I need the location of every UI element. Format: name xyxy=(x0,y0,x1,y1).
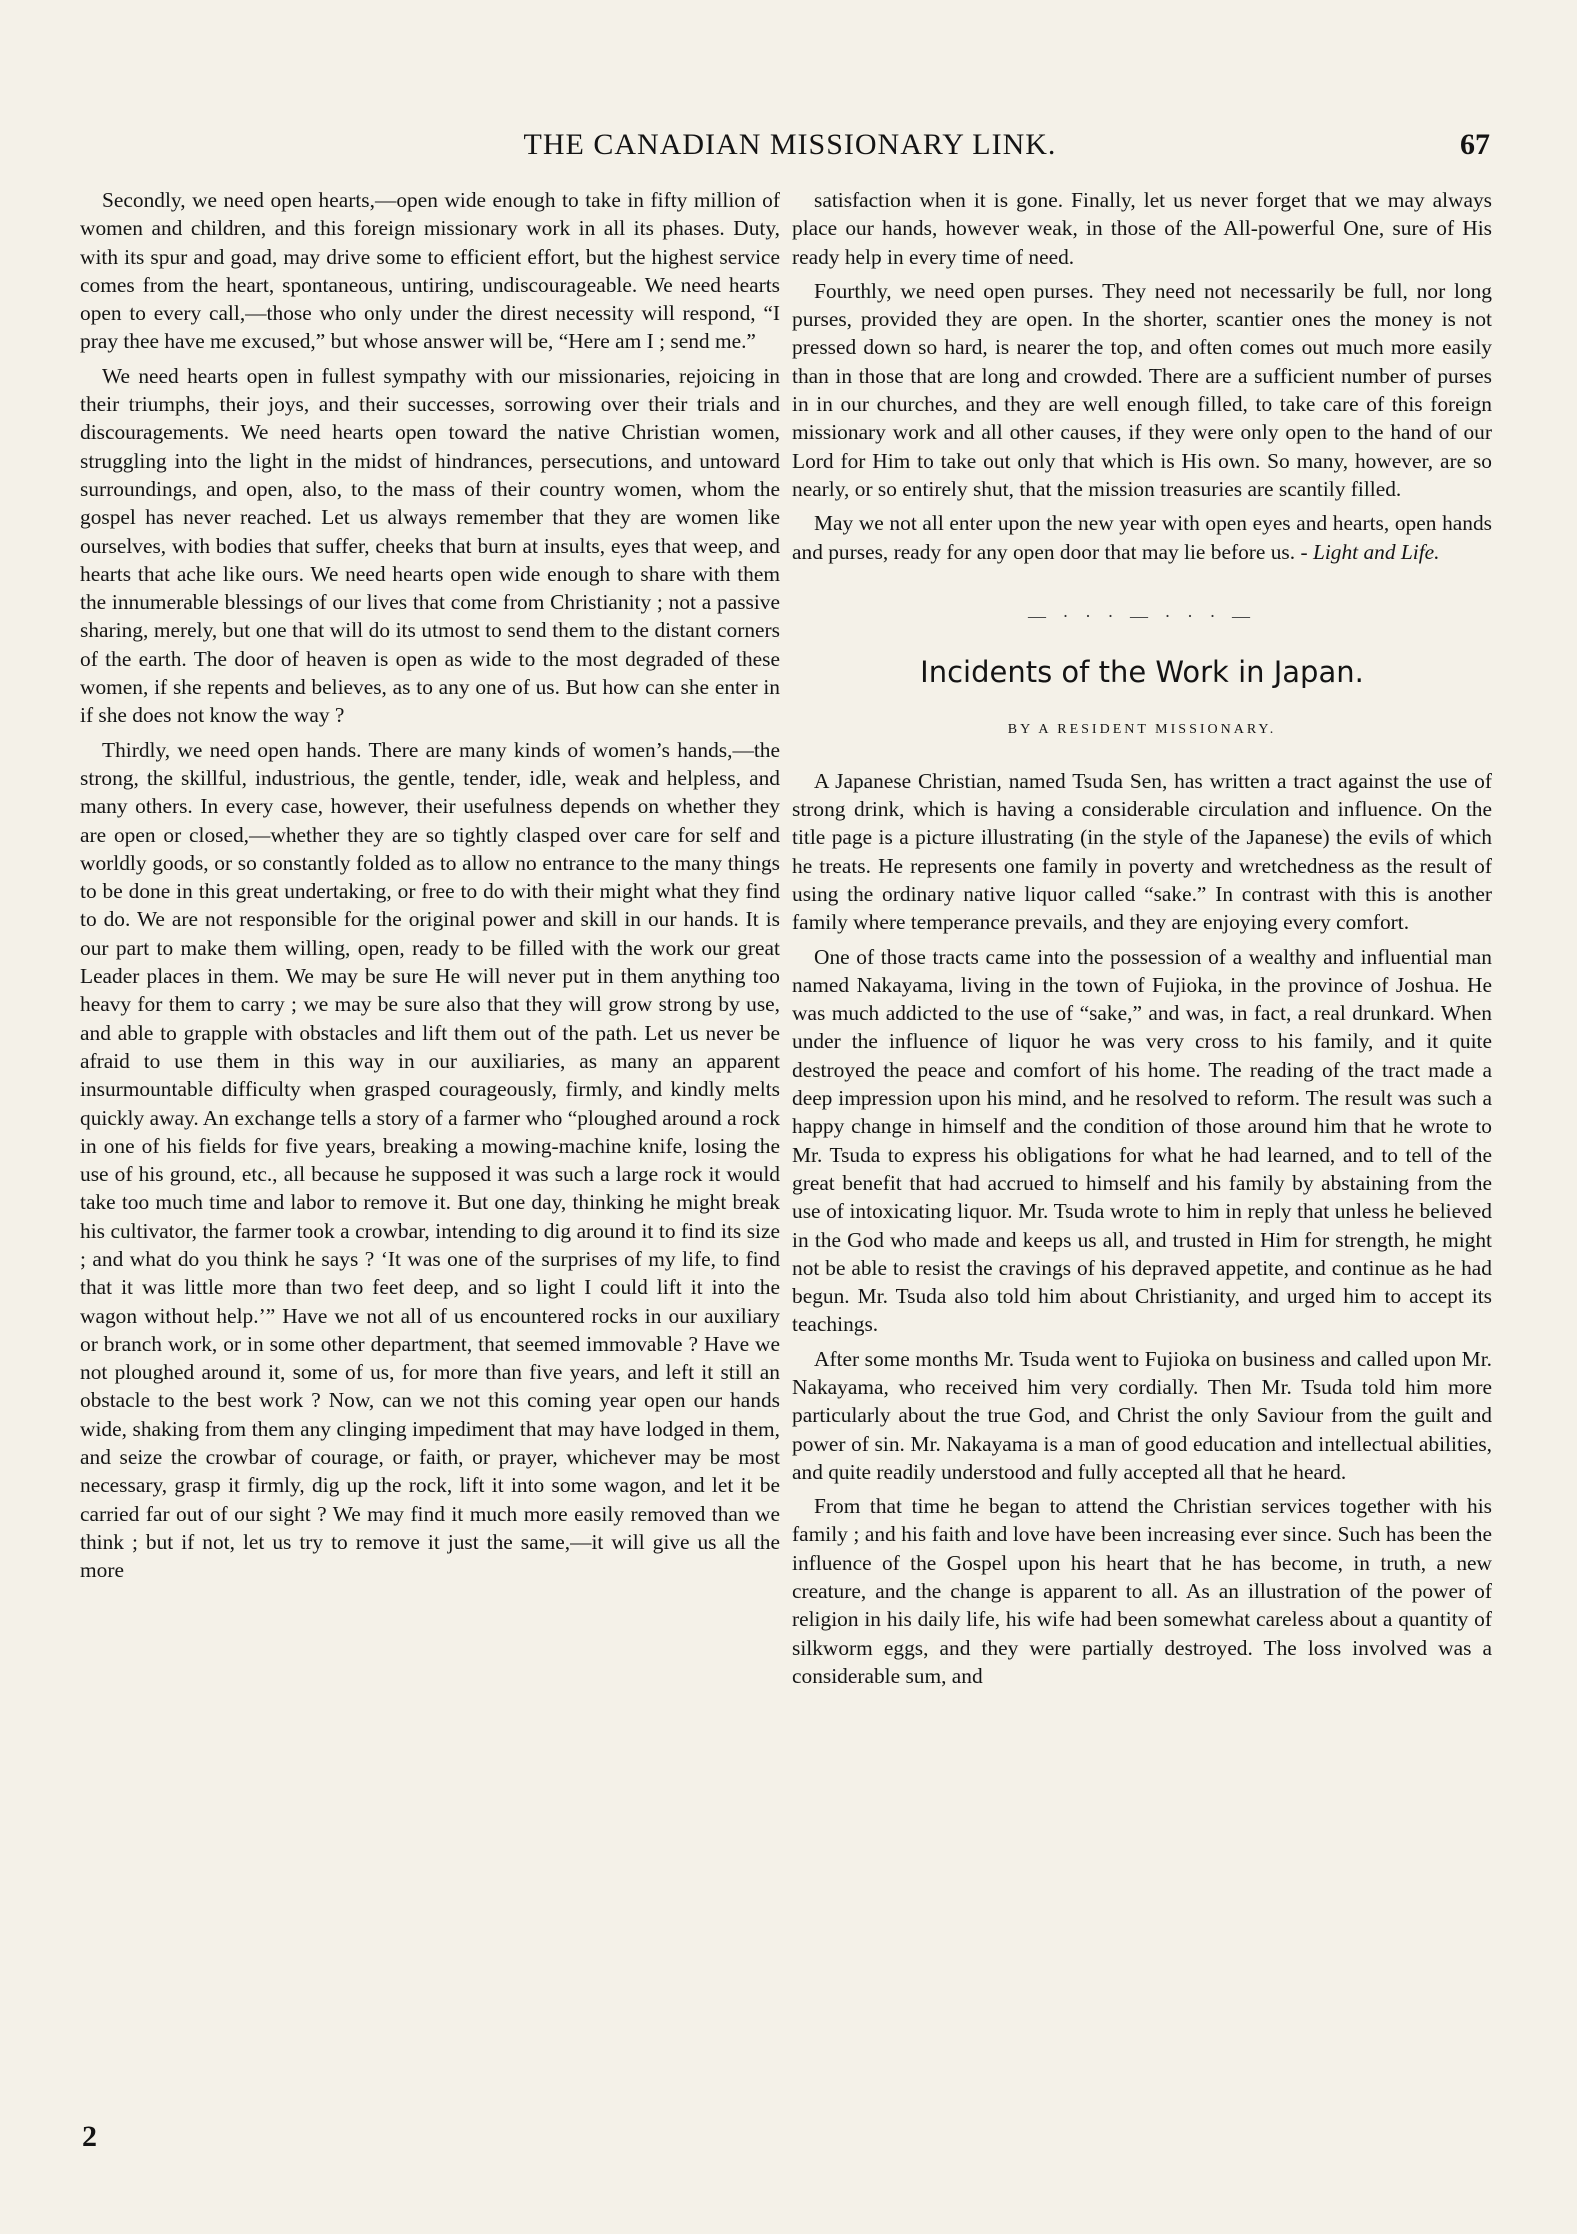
right-column xyxy=(792,186,1492,1690)
paragraph-sympathy: We need hearts open in fullest sympathy with our missionaries, rejoicing in their triumphs, their joys, and their successes, sorrowing over their trials and discouragements. We need hearts open toward the native Christian women, struggling into the light in the midst of hindrances, persecutions, and untoward surroundings, and open, also, to the mass of their country women, whom the gospel has never reached. Let us always remember that they are women like ourselves, with bodies that suffer, cheeks that burn at insults, eyes that weep, and hearts that ache like ours. We need hearts open wide enough to share with them the innumerable blessings of our lives that come from Christianity ; not a passive sharing, merely, but one that will do its utmost to send them to the distant corners of the earth. The door of heaven is open as wide to the most degraded of these women, if she repents and believes, as to any one of us. But how can she enter in if she does not know the way ? xyxy=(80,363,780,728)
running-title: THE CANADIAN MISSIONARY LINK. xyxy=(523,128,1057,161)
paragraph-open-purses: Fourthly, we need open purses. They need not necessarily be full, nor long purses, provided they are open. In the shorter, scantier ones the money is not pressed down so hard, is nearer the top, and often comes out much more easily than in those that are long and crowded. There are a sufficient number of purses in in our churches, and they are well enough filled, to take care of this foreign missionary work and all other causes, if they were only open to the hand of our Lord for Him to take out only that which is His own. So many, however, are so nearly, or so entirely shut, that the mission treasuries are scantily filled. xyxy=(792,278,1492,501)
paragraph-open-hearts: Secondly, we need open hearts,—open wide enough to take in fifty million of women and children, and this foreign missionary work in all its phases. Duty, with its spur and goad, may drive some to efficient effort, but the highest service comes from the heart, spontaneous, untiring, undiscourageable. We need hearts open to every call,—those who only under the direst necessity will respond, “I pray thee have me excused,” but whose answer will be, “Here am I ; send me.” xyxy=(80,188,780,354)
closing-text: May we not all enter upon the new year with open eyes and hearts, open hands and purses, ready for any open door that may lie before us. xyxy=(792,511,1492,564)
article-paragraph-nakayama: One of those tracts came into the possession of a wealthy and influential man named Nakayama, living in the town of Fujioka, in the province of Joshua. He was much addicted to the use of “sake,” and was, in fact, a real drunkard. When under the influence of liquor he was very cross to his family, and it quite destroyed the peace and comfort of his home. The reading of the tract made a deep impression upon his mind, and he resolved to reform. The result was such a happy change in himself and the condition of those around him that he wrote to Mr. Tsuda to express his obligations for what he had learned, and to tell of the great benefit that had accrued to himself and his family by abstaining from the use of intoxicating liquor. Mr. Tsuda wrote to him in reply that unless he believed in the God who made and keeps us all, and trusted in Him for strength, he might not be able to resist the cravings of his depraved appetite, and continue as he had begun. Mr. Tsuda also told him about Christianity, and urged him to accept its teachings. xyxy=(792,944,1492,1337)
article-paragraph-visit: After some months Mr. Tsuda went to Fujioka on business and called upon Mr. Nakayama, who received him very cordially. Then Mr. Tsuda told him more particularly about the true God, and Christ the only Saviour from the guilt and power of sin. Mr. Nakayama is a man of good education and intellectual abilities, and quite readily understood and fully accepted all that he heard. xyxy=(792,1346,1492,1484)
article-paragraph-services: From that time he began to attend the Christian services together with his family ; and his faith and love have been increasing ever since. Such has been the influence of the Gospel upon his heart that he has become, in truth, a new creature, and the change is apparent to all. As an illustration of the power of religion in his daily life, his wife had been somewhat careless about a quantity of silkworm eggs, and they were partially destroyed. The loss involved was a considerable sum, and xyxy=(792,1494,1492,1688)
paragraph-continuation: satisfaction when it is gone. Finally, let us never forget that we may always place our hands, however weak, in those of the All-powerful One, sure of His ready help in every time of need. xyxy=(792,188,1492,269)
paragraph-closing xyxy=(792,509,1492,566)
article-title: Incidents of the Work in Japan. xyxy=(920,655,1364,690)
page-number: 67 xyxy=(1460,128,1490,161)
article-paragraph-tract: A Japanese Christian, named Tsuda Sen, has written a tract against the use of strong drink, which is having a considerable circulation and influence. On the title page is a picture illustrating (in the style of the Japanese) the evils of which he treats. He represents one family in poverty and wretchedness as the result of using the ordinary native liquor called “sake.” In contrast with this is another family where temperance prevails, and they are enjoying every comfort. xyxy=(792,768,1492,935)
paragraph-open-hands: Thirdly, we need open hands. There are many kinds of women’s hands,—the strong, the skillful, industrious, the gentle, tender, idle, weak and helpless, and many others. In every case, however, their usefulness depends on whether they are open or closed,—whether they are so tightly clasped over care for self and worldly goods, or so constantly folded as to allow no entrance to the many things to be done in this great undertaking, or free to do with their might what they find to do. We are not responsible for the original power and skill in our hands. It is our part to make them willing, open, ready to be filled with the work our great Leader places in them. We may be sure He will never put in them anything too heavy for them to carry ; we may be sure also that they will grow strong by use, and able to grapple with obstacles and lift them out of the path. Let us never be afraid to use them in this way in our auxiliaries, as many an apparent insurmountable difficulty when grasped courageously, firmly, and kindly melts quickly away. An exchange tells a story of a farmer who “ploughed around a rock in one of his fields for five years, breaking a mowing-machine knife, losing the use of his ground, etc., all because he supposed it was such a large rock it would take too much time and labor to remove it. But one day, thinking he might break his cultivator, the farmer took a crowbar, intending to dig around it to find its size ; and what do you think he says ? ‘It was one of the surprises of my life, to find that it was little more than two feet deep, and so light I could lift it into the wagon without help.’” Have we not all of us encountered rocks in our auxiliary or branch work, or in some other department, that seemed immovable ? Have we not ploughed around it, some of us, for more than five years, and left it still an obstacle to the best work ? Now, can we not this coming year open our hands wide, shaking from them any clinging impediment that may have lodged in them, and seize the crowbar of courage, or faith, or prayer, whichever may be most necessary, grasp it firmly, dig up the rock, lift it into some wagon, and let it be carried far out of our sight ? We may find it much more easily removed than we think ; but if not, let us try to remove it just the same,—it will give us all the more xyxy=(80,737,780,1583)
article-byline: BY A RESIDENT MISSIONARY. xyxy=(1007,722,1277,738)
page-header xyxy=(90,128,1490,168)
source-attribution: - Light and Life. xyxy=(1300,539,1440,564)
section-divider: — · · · — · · · — xyxy=(1028,605,1256,626)
signature-folio: 2 xyxy=(82,2120,97,2153)
left-column xyxy=(80,186,780,1585)
